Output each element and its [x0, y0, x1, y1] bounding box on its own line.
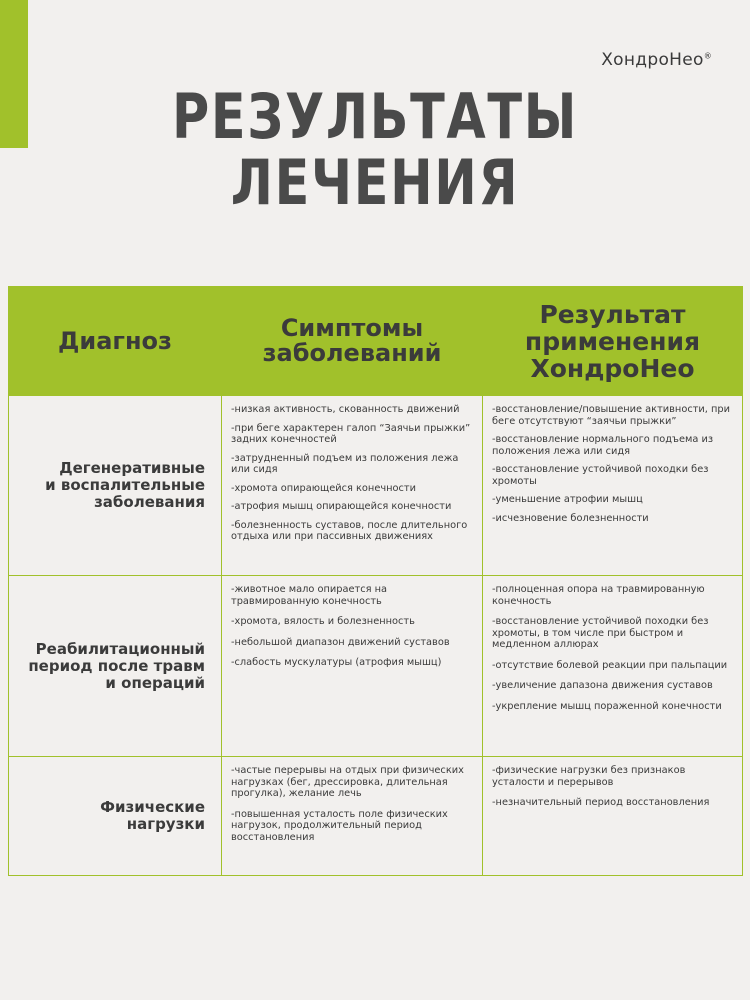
- results-table: [8, 286, 743, 876]
- results-cell: [483, 576, 743, 757]
- header-result-line-2: применения: [524, 326, 701, 356]
- diagnosis-line: и воспалительные: [45, 476, 205, 494]
- result-item: -увеличение дапазона движения суставов: [492, 680, 713, 691]
- header-symptoms: [222, 287, 483, 396]
- diagnosis-line: заболевания: [94, 493, 205, 511]
- symptom-item: -животное мало опирается на травмированную конечность: [231, 584, 388, 607]
- header-diagnosis-label: Диагноз: [58, 326, 172, 355]
- table-row: [9, 757, 743, 876]
- symptom-item: -при беге характерен галоп “Заячьи прыжки” задних конечностей: [231, 422, 471, 445]
- registered-mark: ®: [703, 51, 712, 61]
- symptom-item: -слабость мускулатуры (атрофия мышц): [231, 657, 442, 668]
- table-row: [9, 396, 743, 576]
- diagnosis-line: Физические: [100, 798, 205, 816]
- symptom-item: -повышенная усталость поле физических нагрузок, продолжительный период восстановления: [231, 808, 448, 843]
- brand-logo: [601, 50, 712, 70]
- header-symptoms-line-2: заболеваний: [262, 339, 442, 367]
- result-item: -восстановление/повышение активности, при беге отсутствуют “заячьи прыжки”: [492, 404, 731, 427]
- symptom-item: -частые перерывы на отдых при физических нагрузках (бег, дрессировка, длительная прогулка), желание лечь: [231, 765, 464, 799]
- symptoms-cell: [222, 396, 483, 576]
- page-title-line-2: ЛЕЧЕНИЯ: [230, 146, 520, 219]
- results-cell: [483, 396, 743, 576]
- table-row: [9, 576, 743, 757]
- result-item: -физические нагрузки без признаков усталости и перерывов: [492, 765, 686, 788]
- symptom-item: -атрофия мышц опирающейся конечности: [231, 501, 452, 512]
- symptom-item: -затрудненный подъем из положения лежа или сидя: [231, 452, 459, 475]
- result-item: -исчезновение болезненности: [492, 512, 649, 524]
- symptom-item: -хромота, вялость и болезненность: [231, 616, 415, 627]
- result-item: -уменьшение атрофии мышц: [492, 494, 643, 505]
- diagnosis-line: Реабилитационный: [35, 639, 205, 658]
- symptom-item: -хромота опирающейся конечности: [231, 482, 416, 494]
- symptoms-cell: [222, 576, 483, 757]
- header-result: [483, 287, 743, 396]
- results-cell: [483, 757, 743, 876]
- header-symptoms-line-1: Симптомы: [280, 314, 424, 342]
- result-item: -полноценная опора на травмированную конечность: [492, 584, 705, 607]
- header-result-line-3: ХондроНео: [530, 353, 695, 383]
- symptom-item: -низкая активность, скованность движений: [231, 404, 460, 415]
- page-title-line-1: РЕЗУЛЬТАТЫ: [171, 80, 579, 153]
- diagnosis-cell: [9, 576, 222, 757]
- accent-bar: [0, 0, 28, 148]
- result-item: -восстановление устойчивой походки без хромоты, в том числе при быстром и медленном аллюрах: [492, 616, 709, 650]
- table-header-row: [9, 287, 743, 396]
- symptom-item: -небольшой диапазон движений суставов: [231, 636, 450, 648]
- result-item: -восстановление устойчивой походки без хромоты: [492, 464, 709, 487]
- diagnosis-line: период после травм: [28, 656, 205, 675]
- diagnosis-line: нагрузки: [126, 815, 205, 833]
- header-result-line-1: Результат: [539, 299, 686, 329]
- diagnosis-line: Дегенеративные: [59, 459, 205, 477]
- page-title: [68, 80, 683, 219]
- result-item: -восстановление нормального подъема из положения лежа или сидя: [492, 434, 714, 457]
- diagnosis-cell: [9, 757, 222, 876]
- diagnosis-cell: [9, 396, 222, 576]
- symptoms-cell: [222, 757, 483, 876]
- result-item: -незначительный период восстановления: [492, 797, 710, 808]
- header-diagnosis: [9, 287, 222, 396]
- brand-name: ХондроНео: [601, 50, 704, 70]
- result-item: -отсутствие болевой реакции при пальпации: [492, 659, 728, 671]
- symptom-item: -болезненность суставов, после длительного отдыха или при пассивных движениях: [231, 519, 468, 542]
- diagnosis-line: и операций: [105, 673, 205, 692]
- result-item: -укрепление мышц пораженной конечности: [492, 700, 722, 712]
